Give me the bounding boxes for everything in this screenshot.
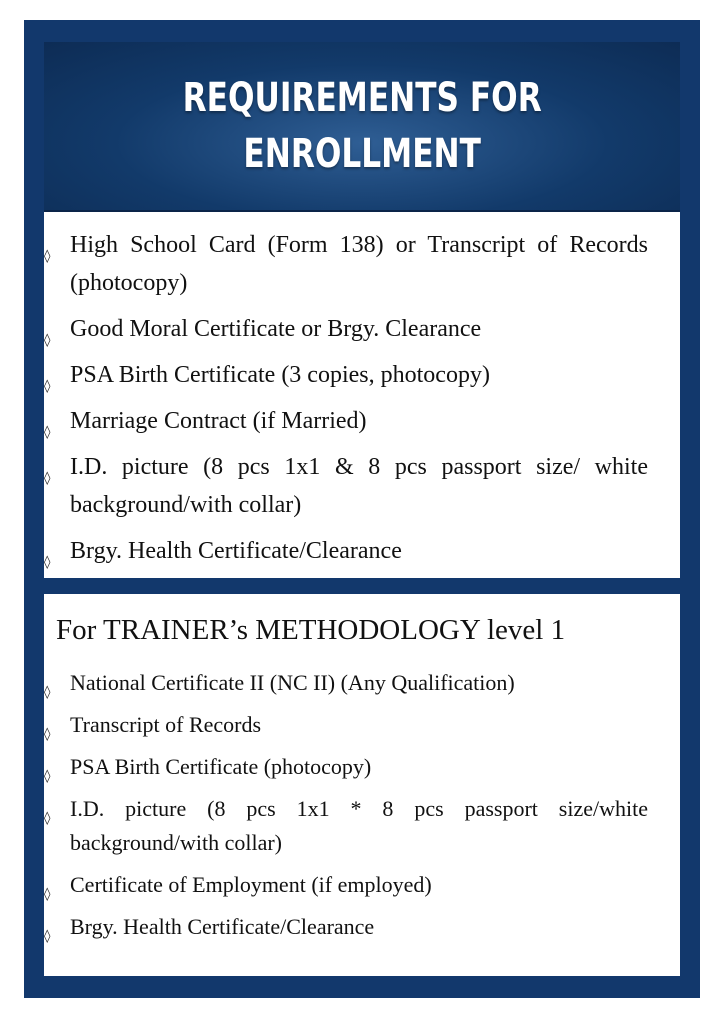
list-item xyxy=(44,868,648,902)
list-item-text: Brgy. Health Certificate/Clearance xyxy=(70,538,402,564)
diamond-bullet-icon: ◊ xyxy=(44,887,51,902)
list-item-text: I.D. picture (8 pcs 1x1 & 8 pcs passport size/ white background/with collar) xyxy=(70,454,648,518)
diamond-bullet-icon: ◊ xyxy=(44,811,51,826)
page-title xyxy=(182,70,541,182)
enrollment-requirements-panel xyxy=(44,212,680,578)
diamond-bullet-icon: ◊ xyxy=(44,471,51,486)
frame-corner-bottom-left xyxy=(24,976,46,998)
list-item xyxy=(44,402,648,440)
list-item xyxy=(44,226,648,302)
diamond-bullet-icon: ◊ xyxy=(44,425,51,440)
list-item xyxy=(44,310,648,348)
list-item-text: PSA Birth Certificate (3 copies, photocopy) xyxy=(70,362,490,388)
trainer-requirements-list xyxy=(44,666,648,952)
diamond-bullet-icon: ◊ xyxy=(44,685,51,700)
diamond-bullet-icon: ◊ xyxy=(44,555,51,570)
title-line-1: REQUIREMENTS FOR xyxy=(182,75,542,121)
frame-corner-top-left xyxy=(24,20,46,42)
list-item xyxy=(44,792,648,860)
enrollment-requirements-list xyxy=(44,226,648,578)
list-item-text: Certificate of Employment (if employed) xyxy=(70,872,432,897)
diamond-bullet-icon: ◊ xyxy=(44,929,51,944)
list-item-text: National Certificate II (NC II) (Any Qualification) xyxy=(70,670,515,695)
frame-corner-top-right xyxy=(678,20,700,42)
header-banner xyxy=(44,42,680,212)
list-item xyxy=(44,448,648,524)
list-item xyxy=(44,666,648,700)
list-item-text: Brgy. Health Certificate/Clearance xyxy=(70,914,375,939)
list-item-text: Marriage Contract (if Married) xyxy=(70,408,367,434)
list-item-text: Transcript of Records xyxy=(70,712,262,737)
diamond-bullet-icon: ◊ xyxy=(44,727,51,742)
section-subtitle: For TRAINER’s METHODOLOGY level 1 xyxy=(56,614,566,646)
list-item-text: Good Moral Certificate or Brgy. Clearance xyxy=(70,316,482,342)
title-line-2: ENROLLMENT xyxy=(243,131,481,177)
diamond-bullet-icon: ◊ xyxy=(44,333,51,348)
list-item xyxy=(44,356,648,394)
list-item xyxy=(44,532,648,570)
diamond-bullet-icon: ◊ xyxy=(44,379,51,394)
list-item xyxy=(44,910,648,944)
diamond-bullet-icon: ◊ xyxy=(44,769,51,784)
diamond-bullet-icon: ◊ xyxy=(44,249,51,264)
list-item-text: PSA Birth Certificate (photocopy) xyxy=(70,754,372,779)
trainer-requirements-panel xyxy=(44,594,680,976)
list-item-text: I.D. picture (8 pcs 1x1 * 8 pcs passport size/white background/with collar) xyxy=(70,796,648,855)
frame-corner-bottom-right xyxy=(678,976,700,998)
list-item xyxy=(44,750,648,784)
list-item-text: High School Card (Form 138) or Transcript of Records (photocopy) xyxy=(70,232,648,296)
list-item xyxy=(44,708,648,742)
